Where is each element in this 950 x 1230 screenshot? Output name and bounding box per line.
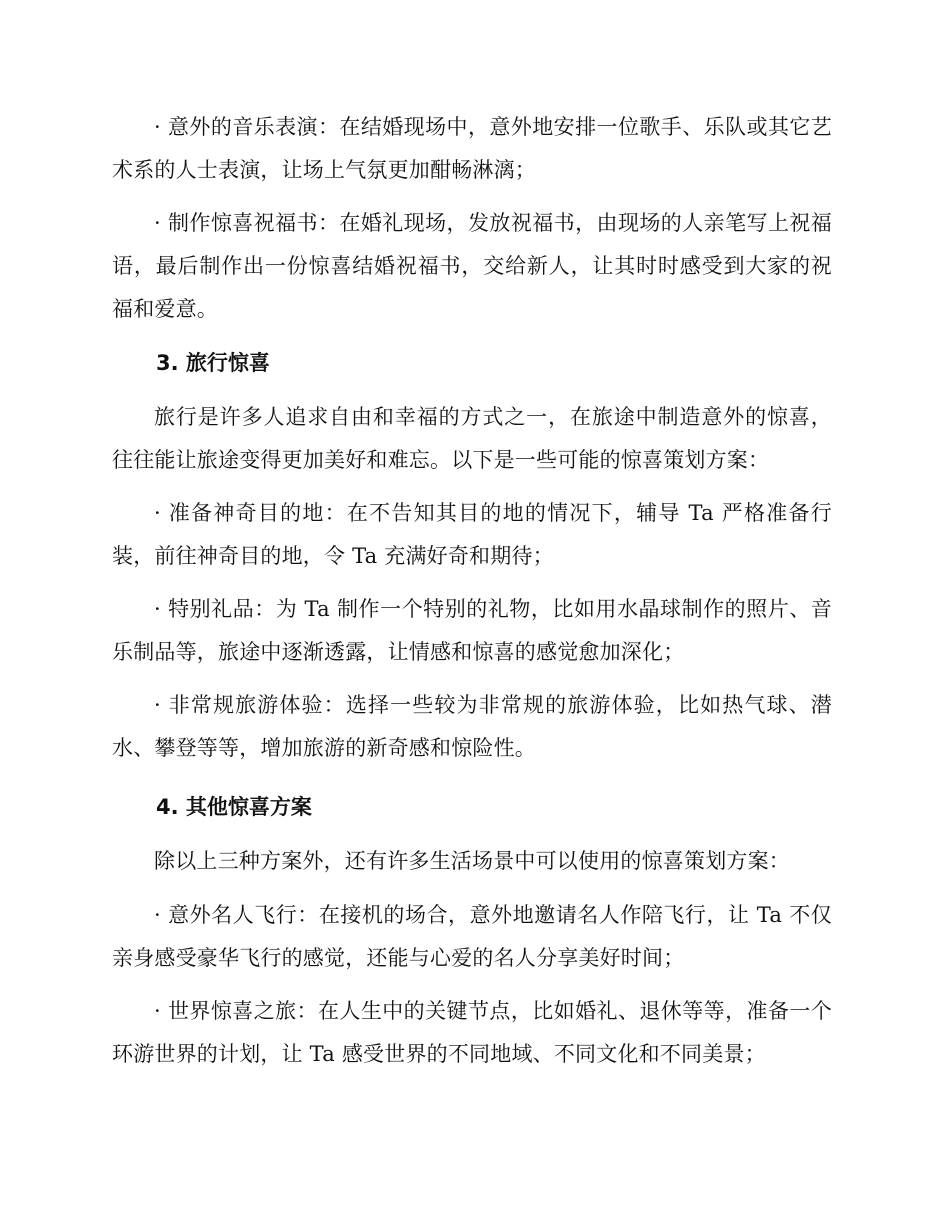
- heading-travel-surprise: 3. 旅行惊喜: [156, 351, 270, 375]
- paragraph-mystery-destination: · 准备神奇目的地：在不告知其目的地的情况下，辅导 Ta 严格准备行装，前往神奇目的地，令 Ta 充满好奇和期待；: [112, 501, 832, 568]
- paragraph-surprise-music-performance: · 意外的音乐表演：在结婚现场中，意外地安排一位歌手、乐队或其它艺术系的人士表演，让场上气氛更加酣畅淋漓；: [112, 115, 832, 182]
- heading-other-surprise-plans: 4. 其他惊喜方案: [156, 795, 312, 819]
- paragraph-travel-intro: 旅行是许多人追求自由和幸福的方式之一，在旅途中制造意外的惊喜，往往能让旅途变得更加美好和难忘。以下是一些可能的惊喜策划方案：: [112, 405, 832, 472]
- paragraph-world-surprise-trip: · 世界惊喜之旅：在人生中的关键节点，比如婚礼、退休等等，准备一个环游世界的计划，让 Ta 感受世界的不同地域、不同文化和不同美景；: [112, 999, 832, 1066]
- paragraph-unusual-travel-experience: · 非常规旅游体验：选择一些较为非常规的旅游体验，比如热气球、潜水、攀登等等，增加旅游的新奇感和惊险性。: [112, 693, 832, 760]
- paragraph-other-intro: 除以上三种方案外，还有许多生活场景中可以使用的惊喜策划方案：: [154, 849, 790, 873]
- paragraph-special-gift: · 特别礼品：为 Ta 制作一个特别的礼物，比如用水晶球制作的照片、音乐制品等，旅途中逐渐透露，让情感和惊喜的感觉愈加深化；: [112, 597, 832, 664]
- paragraph-celebrity-flight: · 意外名人飞行：在接机的场合，意外地邀请名人作陪飞行，让 Ta 不仅亲身感受豪华飞行的感觉，还能与心爱的名人分享美好时间；: [112, 903, 832, 970]
- paragraph-surprise-blessing-book: · 制作惊喜祝福书：在婚礼现场，发放祝福书，由现场的人亲笔写上祝福语，最后制作出一份惊喜结婚祝福书，交给新人，让其时时感受到大家的祝福和爱意。: [112, 211, 832, 321]
